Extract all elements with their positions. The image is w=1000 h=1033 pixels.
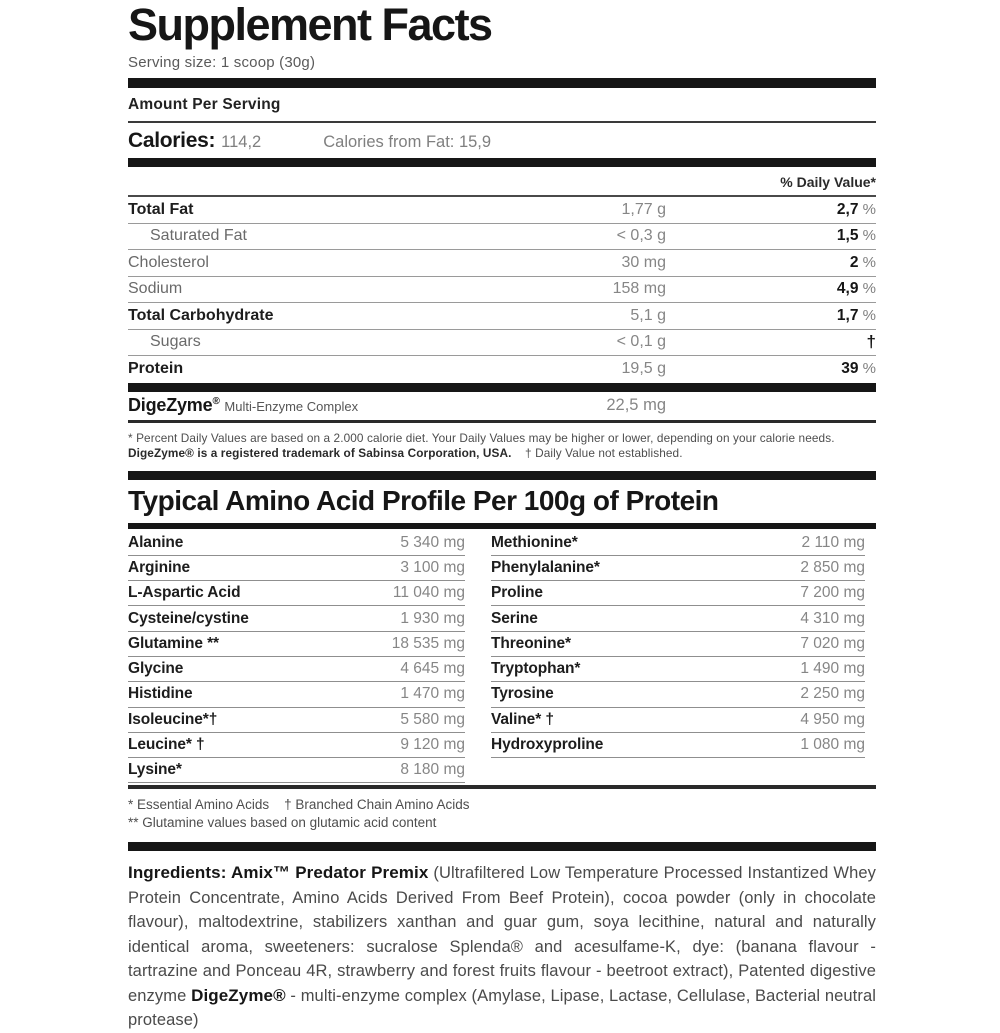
divider-thick: [128, 383, 876, 392]
ingredients-text-segment: - multi-enzyme complex (Amylase, Lipase, Lactase, Cellulase, Bacterial neutral protease): [128, 986, 876, 1030]
amino-name: Tyrosine: [491, 685, 554, 703]
amino-value: 1 490 mg: [800, 660, 865, 678]
nutrient-name: Total Fat: [128, 200, 194, 218]
nutrient-name: Sodium: [128, 280, 183, 298]
amino-value: 5 340 mg: [400, 533, 465, 551]
registered-mark: ®: [212, 396, 220, 407]
nutrient-daily-value: 1,7 %: [836, 306, 876, 324]
amino-value: 4 950 mg: [800, 710, 865, 728]
divider-thick: [128, 78, 876, 88]
enzyme-row: [128, 392, 876, 420]
nutrient-daily-value: 39 %: [841, 359, 876, 377]
amino-acid-table: [128, 531, 876, 784]
amino-row: [491, 606, 865, 631]
nutrient-amount: 158 mg: [612, 280, 666, 298]
nutrient-name: Sugars: [150, 333, 201, 351]
amino-row: [491, 632, 865, 657]
amino-footnote-essential: * Essential Amino Acids: [128, 797, 270, 813]
divider-thick: [128, 158, 876, 167]
amino-name: Lysine*: [128, 761, 182, 779]
calories-from-fat: Calories from Fat: 15,9: [323, 133, 492, 151]
amino-row: [128, 758, 465, 783]
amino-name: Leucine* †: [128, 736, 205, 754]
calories-value: 114,2: [221, 133, 262, 151]
amino-row: [128, 657, 465, 682]
divider-thick: [128, 842, 876, 851]
amino-row: [128, 556, 465, 581]
nutrient-amount: < 0,3 g: [616, 227, 666, 245]
amino-name: Proline: [491, 584, 543, 602]
footnote-dagger: † Daily Value not established.: [525, 445, 683, 460]
amino-name: Cysteine/cystine: [128, 609, 249, 627]
amino-value: 7 020 mg: [800, 634, 865, 652]
enzyme-name: DigeZyme® Multi-Enzyme Complex: [128, 395, 359, 415]
amino-column-right: [491, 531, 876, 784]
nutrition-row: [128, 224, 876, 251]
amino-name: Histidine: [128, 685, 193, 703]
ingredients-bold-segment: DigeZyme®: [191, 985, 286, 1005]
calories-label: Calories:: [128, 129, 216, 152]
amino-name: Threonine*: [491, 634, 571, 652]
page-title: Supplement Facts: [128, 0, 492, 50]
footnote-trademark: DigeZyme® is a registered trademark of Sabinsa Corporation, USA.: [128, 445, 512, 460]
amino-row: [491, 657, 865, 682]
footnote-line1: * Percent Daily Values are based on a 2.000 calorie diet. Your Daily Values may be higher or lower, depending on your calorie needs.: [128, 430, 835, 445]
amino-row: [491, 531, 865, 556]
nutrient-amount: 30 mg: [621, 253, 666, 271]
amino-name: Serine: [491, 609, 538, 627]
amino-profile-heading: Typical Amino Acid Profile Per 100g of Protein: [128, 484, 719, 516]
amino-value: 4 310 mg: [800, 609, 865, 627]
amino-value: 2 250 mg: [800, 685, 865, 703]
nutrient-amount: 19,5 g: [621, 359, 666, 377]
nutrient-amount: 5,1 g: [630, 306, 666, 324]
amino-name: Tryptophan*: [491, 660, 581, 678]
amino-row: [491, 682, 865, 707]
amino-value: 18 535 mg: [391, 634, 465, 652]
amino-footnote-bcaa: † Branched Chain Amino Acids: [284, 797, 470, 813]
nutrition-row: [128, 277, 876, 304]
nutrient-name: Protein: [128, 359, 184, 377]
amino-name: Valine* †: [491, 710, 554, 728]
enzyme-amount: 22,5 mg: [606, 396, 666, 414]
amino-value: 2 110 mg: [801, 533, 865, 551]
amino-value: 1 080 mg: [800, 736, 865, 754]
amino-footnote-glutamine: ** Glutamine values based on glutamic acid content: [128, 815, 437, 831]
amino-value: 1 930 mg: [400, 609, 465, 627]
amino-value: 1 470 mg: [400, 685, 465, 703]
nutrient-daily-value: 2 %: [849, 253, 876, 271]
amino-row: [128, 581, 465, 606]
amino-column-left: [128, 531, 465, 784]
nutrient-name: Saturated Fat: [150, 227, 247, 245]
nutrient-daily-value: 4,9 %: [836, 280, 876, 298]
nutrient-amount: < 0,1 g: [616, 333, 666, 351]
divider-thick: [128, 471, 876, 480]
amino-row: [128, 682, 465, 707]
nutrition-row: [128, 197, 876, 224]
ingredients-text-segment: (Ultrafiltered Low Temperature Processed Instantized Whey Protein Concentrate, Amino Acids Derived From Beef Protein), cocoa powder (only in chocolate flavour), maltodextrine, stabilizers xanthan and guar gum, soya lecithine, natural and naturally identical aroma, sweeteners: sucralose Splenda® and acesulfame-K, dye: (banana flavour - tartrazine and Ponceau 4R, strawberry and forest fruits flavour - beetroot extract), Patented digestive enzyme: [128, 864, 876, 1005]
amino-value: 9 120 mg: [400, 736, 465, 754]
nutrient-daily-value: †: [866, 332, 876, 352]
nutrition-row: [128, 303, 876, 330]
amino-row: [128, 632, 465, 657]
nutrition-row: [128, 330, 876, 357]
amino-row: [128, 606, 465, 631]
amino-value: 2 850 mg: [800, 558, 865, 576]
amino-name: Isoleucine*†: [128, 710, 218, 728]
amino-value: 5 580 mg: [400, 710, 465, 728]
calories-row: [128, 123, 876, 158]
amino-value: 3 100 mg: [400, 558, 465, 576]
amino-name: Methionine*: [491, 533, 578, 551]
nutrition-row: [128, 250, 876, 277]
amino-name: Glutamine **: [128, 634, 219, 652]
amino-value: 4 645 mg: [400, 660, 465, 678]
amino-footnotes: [128, 789, 876, 834]
ingredients-paragraph: [128, 861, 876, 1033]
nutrition-row: [128, 356, 876, 382]
amino-row: [128, 733, 465, 758]
amount-per-serving-label: Amount Per Serving: [128, 96, 281, 113]
amino-name: Alanine: [128, 533, 184, 551]
divider-thick: [128, 523, 876, 529]
amino-row: [491, 733, 865, 758]
nutrient-name: Total Carbohydrate: [128, 306, 274, 324]
amino-name: Hydroxyproline: [491, 736, 604, 754]
nutrition-table: [128, 197, 876, 382]
amino-value: 11 040 mg: [392, 584, 465, 602]
serving-size-text: Serving size: 1 scoop (30g): [128, 54, 316, 71]
amino-row: [491, 581, 865, 606]
amino-value: 7 200 mg: [800, 584, 865, 602]
nutrient-name: Cholesterol: [128, 253, 209, 271]
amino-row: [491, 556, 865, 581]
supplement-facts-label: [128, 2, 876, 1033]
nutrient-amount: 1,77 g: [621, 200, 666, 218]
amino-row: [128, 708, 465, 733]
amino-name: Arginine: [128, 558, 191, 576]
amino-name: L-Aspartic Acid: [128, 584, 241, 602]
amino-name: Glycine: [128, 660, 184, 678]
ingredients-bold-segment: Ingredients: Amix™ Predator Premix: [128, 863, 429, 883]
amino-row: [128, 531, 465, 556]
enzyme-desc: Multi-Enzyme Complex: [224, 399, 359, 414]
daily-value-header: % Daily Value*: [780, 174, 876, 190]
amino-value: 8 180 mg: [400, 761, 465, 779]
nutrient-daily-value: 2,7 %: [836, 200, 876, 218]
nutrient-daily-value: 1,5 %: [836, 227, 876, 245]
amino-name: Phenylalanine*: [491, 558, 600, 576]
daily-value-footnotes: [128, 423, 876, 471]
amino-row: [491, 708, 865, 733]
